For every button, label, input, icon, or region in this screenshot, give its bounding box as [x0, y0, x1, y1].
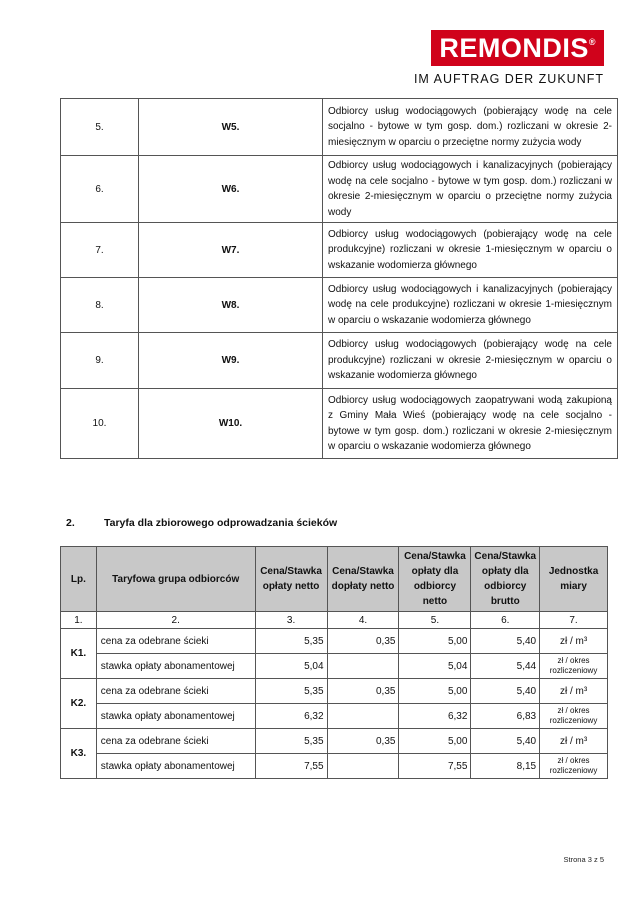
net-rate-cell: 5,35: [255, 729, 327, 754]
column-index: 5.: [399, 612, 471, 629]
group-code: K3.: [61, 729, 97, 779]
recipient-net-cell: 5,00: [399, 629, 471, 654]
recipient-groups-table: [60, 98, 618, 459]
row-number: 8.: [61, 278, 139, 333]
table-row: [61, 333, 618, 389]
header-logo-block: [414, 30, 604, 86]
unit-cell: zł / m³: [540, 729, 608, 754]
surcharge-cell: 0,35: [327, 629, 399, 654]
header-recipient-gross: Cena/Stawka opłaty dla odbiorcy brutto: [471, 547, 540, 612]
gross-cell: 5,44: [471, 654, 540, 679]
group-code: W7.: [139, 223, 323, 278]
group-code: W9.: [139, 333, 323, 389]
row-label: cena za odebrane ścieki: [96, 729, 255, 754]
net-rate-cell: 6,32: [255, 704, 327, 729]
logo-registered-mark: ®: [588, 37, 596, 47]
surcharge-cell: [327, 754, 399, 779]
column-index-row: [61, 612, 608, 629]
row-label: stawka opłaty abonamentowej: [96, 704, 255, 729]
gross-cell: 6,83: [471, 704, 540, 729]
column-index: 3.: [255, 612, 327, 629]
section-title: Taryfa dla zbiorowego odprowadzania ścieków: [104, 517, 338, 529]
recipient-net-cell: 5,00: [399, 679, 471, 704]
column-index: 2.: [96, 612, 255, 629]
row-label: cena za odebrane ścieki: [96, 629, 255, 654]
recipient-net-cell: 5,00: [399, 729, 471, 754]
header-lp: Lp.: [61, 547, 97, 612]
column-index: 6.: [471, 612, 540, 629]
row-number: 7.: [61, 223, 139, 278]
recipient-net-cell: 6,32: [399, 704, 471, 729]
surcharge-cell: 0,35: [327, 729, 399, 754]
group-code: W6.: [139, 156, 323, 223]
recipient-net-cell: 5,04: [399, 654, 471, 679]
column-index: 1.: [61, 612, 97, 629]
gross-cell: 5,40: [471, 679, 540, 704]
page-number: Strona 3 z 5: [563, 855, 604, 864]
table-row: [61, 156, 618, 223]
net-rate-cell: 5,35: [255, 679, 327, 704]
group-code: K1.: [61, 629, 97, 679]
column-index: 7.: [540, 612, 608, 629]
table-row: [61, 223, 618, 278]
group-description: Odbiorcy usług wodociągowych i kanalizacyjnych (pobierający wodę na cele produkcyjne) rozliczani w okresie 1-miesięcznym w oparciu o wskazanie wodomierza głównego: [323, 278, 618, 333]
remondis-logo: [431, 30, 604, 66]
net-rate-cell: 5,35: [255, 629, 327, 654]
net-rate-cell: 5,04: [255, 654, 327, 679]
surcharge-cell: 0,35: [327, 679, 399, 704]
table-row: [61, 99, 618, 156]
header-unit: Jednostka miary: [540, 547, 608, 612]
unit-cell: zł / m³: [540, 629, 608, 654]
table-row: [61, 704, 608, 729]
header-surcharge: Cena/Stawka dopłaty netto: [327, 547, 399, 612]
surcharge-cell: [327, 654, 399, 679]
logo-tagline: IM AUFTRAG DER ZUKUNFT: [413, 72, 604, 86]
row-label: stawka opłaty abonamentowej: [96, 654, 255, 679]
logo-text: REMONDIS: [439, 33, 589, 63]
header-group: Taryfowa grupa odbiorców: [96, 547, 255, 612]
unit-cell: zł / okres rozliczeniowy: [540, 754, 608, 779]
table-row: [61, 278, 618, 333]
row-number: 5.: [61, 99, 139, 156]
group-description: Odbiorcy usług wodociągowych (pobierający wodę na cele socjalno - bytowe w tym gosp. dom.) rozliczani w okresie 2-miesięcznym w oparciu o przeciętne normy zużycia wody: [323, 99, 618, 156]
row-label: stawka opłaty abonamentowej: [96, 754, 255, 779]
group-code: W10.: [139, 389, 323, 459]
table-row: [61, 679, 608, 704]
header-net-rate: Cena/Stawka opłaty netto: [255, 547, 327, 612]
row-number: 9.: [61, 333, 139, 389]
unit-cell: zł / okres rozliczeniowy: [540, 654, 608, 679]
table-row: [61, 729, 608, 754]
group-description: Odbiorcy usług wodociągowych (pobierający wodę na cele produkcyjne) rozliczani w okresie 2-miesięcznym w oparciu o wskazanie wodomierza głównego: [323, 333, 618, 389]
net-rate-cell: 7,55: [255, 754, 327, 779]
gross-cell: 8,15: [471, 754, 540, 779]
section-heading: [66, 517, 337, 529]
recipient-net-cell: 7,55: [399, 754, 471, 779]
unit-cell: zł / okres rozliczeniowy: [540, 704, 608, 729]
row-label: cena za odebrane ścieki: [96, 679, 255, 704]
surcharge-cell: [327, 704, 399, 729]
column-index: 4.: [327, 612, 399, 629]
gross-cell: 5,40: [471, 729, 540, 754]
table-row: [61, 754, 608, 779]
group-description: Odbiorcy usług wodociągowych (pobierający wodę na cele produkcyjne) rozliczani w okresie 1-miesięcznym w oparciu o wskazanie wodomierza głównego: [323, 223, 618, 278]
header-recipient-net: Cena/Stawka opłaty dla odbiorcy netto: [399, 547, 471, 612]
group-description: Odbiorcy usług wodociągowych zaopatrywani wodą zakupioną z Gminy Mała Wieś (pobierający wodę na cele socjalno - bytowe w tym gosp. dom.) rozliczani w okresie 2-miesięcznym w oparciu o wskazanie wodomierza głównego: [323, 389, 618, 459]
gross-cell: 5,40: [471, 629, 540, 654]
group-code: K2.: [61, 679, 97, 729]
table-row: [61, 629, 608, 654]
group-description: Odbiorcy usług wodociągowych i kanalizacyjnych (pobierający wodę na cele socjalno - bytowe w tym gosp. dom.) rozliczani w okresie 2-miesięcznym w oparciu o przeciętne normy zużycia wody: [323, 156, 618, 223]
table-row: [61, 389, 618, 459]
table-row: [61, 654, 608, 679]
section-number: 2.: [66, 517, 75, 529]
unit-cell: zł / m³: [540, 679, 608, 704]
row-number: 10.: [61, 389, 139, 459]
row-number: 6.: [61, 156, 139, 223]
table-header-row: [61, 547, 608, 612]
group-code: W5.: [139, 99, 323, 156]
sewage-tariff-table: [60, 546, 608, 779]
group-code: W8.: [139, 278, 323, 333]
